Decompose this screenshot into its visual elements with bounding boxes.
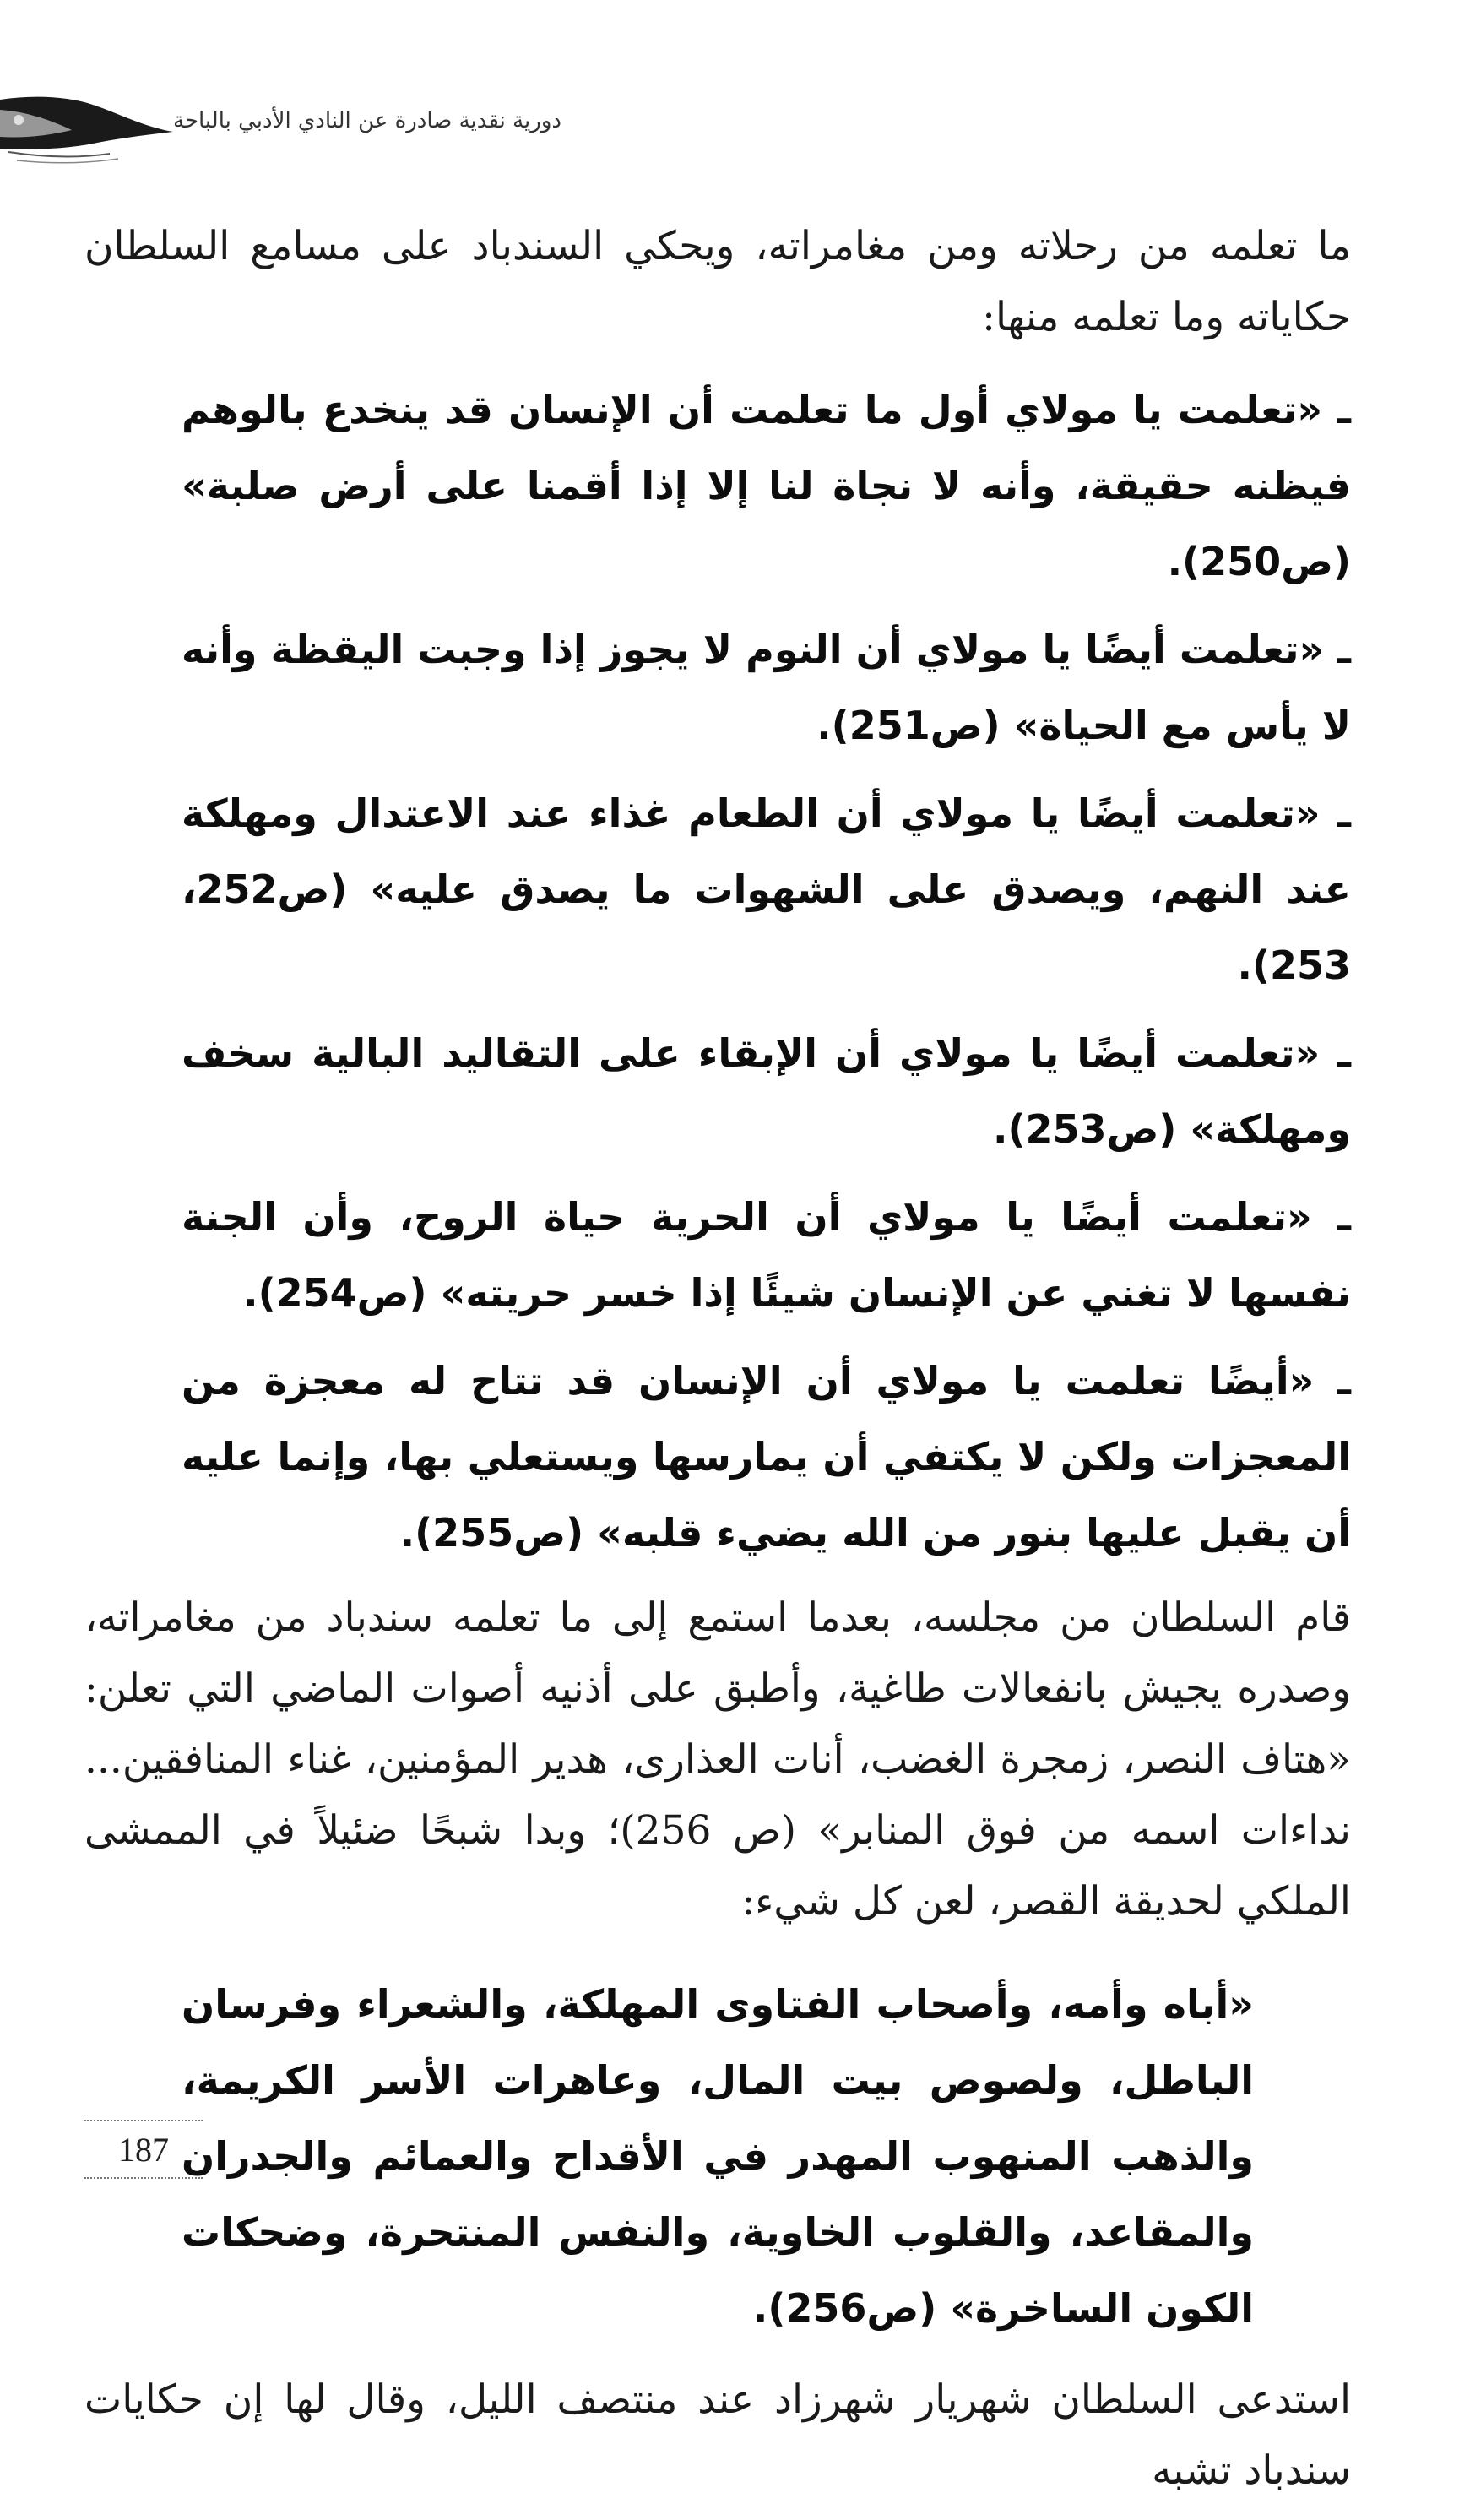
quote-item: ـ «أيضًا تعلمت يا مولاي أن الإنسان قد تتاح له معجزة من المعجزات ولكن لا يكتفي أن يمارسها ويستعلي بها، وإنما عليه أن يقبل عليها بنور من الله يضيء قلبه» (ص255). (182, 1358, 1351, 1556)
final-paragraph: استدعى السلطان شهريار شهرزاد عند منتصف الليل، وقال لها إن حكايات سندباد تشبه (84, 2376, 1351, 2494)
sultan-paragraph: قام السلطان من مجلسه، بعدما استمع إلى ما تعلمه سندباد من مغامراته، وصدره يجيش بانفعالات طاغية، وأطبق على أذنيه أصوات الماضي التي تعلن: «هتاف النصر، زمجرة الغضب، أنات العذارى، هدير المؤمنين، غناء المنافقين... نداءات اسمه من فوق المنابر» (ص 256)؛ وبدا شبحًا ضئيلاً في الممشى الملكي لحديقة القصر، لعن كل شيء: (84, 1594, 1351, 1925)
ink-brush-icon (0, 76, 177, 169)
quote-item: ـ «تعلمت يا مولاي أول ما تعلمت أن الإنسان قد ينخدع بالوهم فيظنه حقيقة، وأنه لا نجاة لنا إلا إذا أقمنا على أرض صلبة» (ص250). (182, 387, 1351, 584)
footer-divider-bottom (84, 2177, 203, 2179)
quote-item: ـ «تعلمت أيضًا يا مولاي أن الإبقاء على التقاليد البالية سخف ومهلكة» (ص253). (182, 1030, 1351, 1152)
page-number: 187 (118, 2131, 169, 2169)
footer-divider (84, 2120, 203, 2121)
quote-item: ـ «تعلمت أيضًا يا مولاي أن الطعام غذاء عند الاعتدال ومهلكة عند النهم، ويصدق على الشهوات ما يصدق عليه» (ص252، 253). (182, 790, 1351, 988)
quote-list (84, 372, 1351, 1571)
quote-item: ـ «تعلمت أيضًا يا مولاي أن الحرية حياة الروح، وأن الجنة نفسها لا تغني عن الإنسان شيئًا إذا خسر حريته» (ص254). (182, 1194, 1351, 1316)
quote-item: ـ «تعلمت أيضًا يا مولاي أن النوم لا يجوز إذا وجبت اليقظة وأنه لا يأس مع الحياة» (ص251). (182, 627, 1351, 748)
intro-paragraph: ما تعلمه من رحلاته ومن مغامراته، ويحكي السندباد على مسامع السلطان حكاياته وما تعلمه منها: (84, 223, 1351, 340)
page-body (84, 211, 1351, 2520)
block-quote: «أباه وأمه، وأصحاب الفتاوى المهلكة، والشعراء وفرسان الباطل، ولصوص بيت المال، وعاهرات الأسر الكريمة، والذهب المنهوب المهدر في الأقداح والعمائم والجدران والمقاعد، والقلوب الخاوية، والنفس المنتحرة، وضحكات الكون الساخرة» (ص256). (182, 1981, 1254, 2331)
journal-title: دورية نقدية صادرة عن النادي الأدبي بالباحة (173, 108, 561, 133)
running-header (0, 76, 642, 169)
